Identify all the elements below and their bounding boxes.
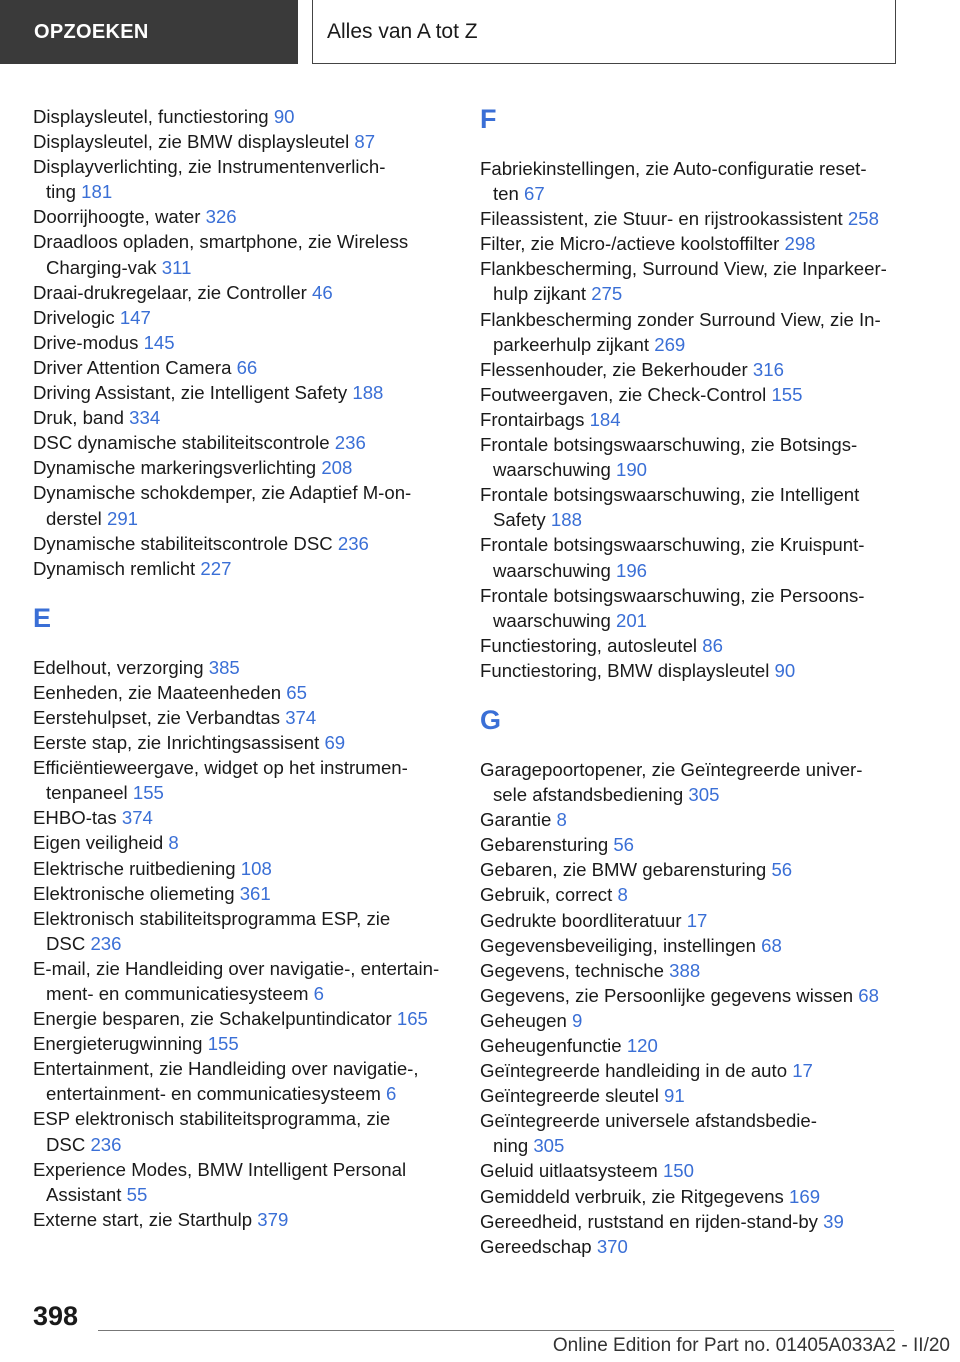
index-entry-text: Functiestoring, BMW displaysleutel <box>480 659 770 681</box>
index-entry-text: Elektrische ruitbediening <box>33 857 236 879</box>
page-reference-link[interactable]: 169 <box>789 1185 821 1207</box>
index-entry <box>33 556 453 581</box>
index-entry <box>33 455 453 480</box>
index-entry-text: Functiestoring, autosleutel <box>480 634 698 656</box>
index-entry-text: Garagepoortopener, zie Geïntegreerde univer- <box>480 758 863 780</box>
page-reference-link[interactable]: 188 <box>352 382 384 404</box>
page-reference-link[interactable]: 86 <box>702 634 723 656</box>
index-entry-text: Gebarensturing <box>480 834 609 856</box>
page-reference-link[interactable]: 150 <box>662 1160 694 1182</box>
index-entry <box>33 1157 453 1207</box>
index-entry-text: Gereedschap <box>480 1235 592 1257</box>
page-reference-link[interactable]: 236 <box>90 932 122 954</box>
index-group-d <box>33 104 453 581</box>
page-reference-link[interactable]: 66 <box>236 356 258 378</box>
index-entry-text: entertainment- en communicatiesysteem <box>46 1083 381 1105</box>
index-entry <box>480 231 920 256</box>
index-entry-text: Entertainment, zie Handleiding over navigatie-, <box>33 1058 419 1080</box>
index-entry-text: Eenheden, zie Maateenheden <box>33 681 282 703</box>
index-entry <box>480 807 920 832</box>
index-entry-text: Geïntegreerde sleutel <box>480 1085 659 1107</box>
index-entry <box>480 958 920 983</box>
index-entry-text: Efficiëntieweergave, widget op het instrumen- <box>33 757 408 779</box>
index-entry-text: hulp zijkant <box>493 283 587 305</box>
index-entry <box>33 730 453 755</box>
index-entry-text: Drivelogic <box>33 306 115 328</box>
index-column-left <box>33 104 453 1232</box>
index-entry <box>33 1207 453 1232</box>
index-entry-text: Energie besparen, zie Schakelpuntindicator <box>33 1008 392 1030</box>
index-entry <box>480 1008 920 1033</box>
section-tab[interactable]: OPZOEKEN <box>0 0 298 64</box>
index-entry <box>33 330 453 355</box>
index-entry-text: Dynamisch remlicht <box>33 557 196 579</box>
page-reference-link[interactable]: 227 <box>200 557 232 579</box>
page-reference-link[interactable]: 236 <box>334 432 366 454</box>
index-entry-text: Gegevens, technische <box>480 959 664 981</box>
page-reference-link[interactable]: 388 <box>669 959 701 981</box>
page-reference-link[interactable]: 46 <box>312 281 333 303</box>
index-entry <box>480 983 920 1008</box>
page-reference-link[interactable]: 188 <box>550 509 582 531</box>
index-entry-text: Eerste stap, zie Inrichtingsassisent <box>33 732 320 754</box>
index-column-right <box>480 104 920 1259</box>
index-entry-text: Displaysleutel, functiestoring <box>33 106 269 127</box>
index-entry <box>480 633 920 658</box>
index-entry-text: Flankbescherming, Surround View, zie Inparkeer- <box>480 258 887 280</box>
page-reference-link[interactable]: 67 <box>524 183 545 205</box>
index-entry <box>480 832 920 857</box>
index-entry-text: DSC <box>46 932 86 954</box>
page-reference-link[interactable]: 258 <box>847 208 879 230</box>
index-entry-text: Displaysleutel, zie BMW displaysleutel <box>33 131 350 153</box>
index-entry <box>480 156 920 206</box>
index-entry <box>33 856 453 881</box>
index-entry <box>33 204 453 229</box>
index-entry-text: Geheugen <box>480 1009 567 1031</box>
index-entry-text: Geheugenfunctie <box>480 1035 622 1056</box>
index-entry <box>33 956 453 1006</box>
index-entry-text: Driver Attention Camera <box>33 356 232 378</box>
index-entry <box>33 705 453 730</box>
index-entry-text: Drive-modus <box>33 331 139 353</box>
index-entry-text: parkeerhulp zijkant <box>493 333 650 355</box>
index-entry-text: ment- en communicatiesysteem <box>46 983 309 1004</box>
page-reference-link[interactable]: 190 <box>616 459 648 481</box>
index-entry <box>480 933 920 958</box>
index-entry <box>33 380 453 405</box>
page-reference-link[interactable]: 17 <box>686 909 708 931</box>
page-reference-link[interactable]: 236 <box>90 1133 122 1155</box>
index-entry <box>33 305 453 330</box>
page-reference-link[interactable]: 196 <box>616 559 648 581</box>
index-entry <box>33 1006 453 1031</box>
page-reference-link[interactable]: 269 <box>654 333 686 355</box>
page-reference-link[interactable]: 8 <box>556 809 567 831</box>
index-entry-text: Gegevensbeveiliging, instellingen <box>480 934 756 956</box>
index-entry <box>480 382 920 407</box>
index-entry-text: Filter, zie Micro-/actieve koolstoffilter <box>480 233 780 255</box>
index-entry-text: Elektronisch stabiliteitsprogramma ESP, zie <box>33 907 391 929</box>
index-entry-text: Externe start, zie Starthulp <box>33 1208 253 1230</box>
page-reference-link[interactable]: 87 <box>354 131 376 153</box>
index-entry-text: Flessenhouder, zie Bekerhouder <box>480 358 748 380</box>
page-reference-link[interactable]: 184 <box>589 408 621 430</box>
index-entry-text: Geluid uitlaatsysteem <box>480 1160 658 1182</box>
page-reference-link[interactable]: 56 <box>613 834 635 856</box>
index-entry-text: Fileassistent, zie Stuur- en rijstrookassistent <box>480 208 843 230</box>
page-reference-link[interactable]: 155 <box>207 1033 239 1055</box>
index-entry <box>33 129 453 154</box>
index-entry <box>33 906 453 956</box>
index-entry <box>480 1234 920 1259</box>
index-entry-text: Frontale botsingswaarschuwing, zie Botsings- <box>480 434 858 456</box>
index-entry <box>480 1108 920 1158</box>
index-entry-text: Eerstehulpset, zie Verbandtas <box>33 706 281 728</box>
index-entry <box>480 908 920 933</box>
page-reference-link[interactable]: 120 <box>626 1035 658 1056</box>
page-reference-link[interactable]: 305 <box>688 784 720 806</box>
index-entry-text: Fabriekinstellingen, zie Auto-configuratie reset- <box>480 158 867 179</box>
footer-divider <box>98 1330 894 1331</box>
page-reference-link[interactable]: 145 <box>143 331 175 353</box>
index-entry <box>480 857 920 882</box>
index-entry-text: Doorrijhoogte, water <box>33 206 201 228</box>
index-entry-text: Energieterugwinning <box>33 1033 203 1055</box>
index-entry <box>33 881 453 906</box>
index-entry-text: Charging-vak <box>46 256 157 278</box>
index-entry <box>480 1033 920 1058</box>
index-entry <box>480 658 920 683</box>
index-entry <box>33 755 453 805</box>
index-entry-text: Edelhout, verzorging <box>33 656 204 678</box>
page-number: 398 <box>33 1301 79 1331</box>
index-entry <box>33 655 453 680</box>
page-reference-link[interactable]: 39 <box>823 1210 844 1232</box>
index-entry-text: E-mail, zie Handleiding over navigatie-, entertain- <box>33 957 440 979</box>
index-entry-text: Dynamische markeringsverlichting <box>33 457 317 479</box>
page-reference-link[interactable]: 374 <box>121 807 153 829</box>
index-entry-text: Dynamische stabiliteitscontrole DSC <box>33 532 333 554</box>
index-entry-text: tenpaneel <box>46 782 128 804</box>
index-entry <box>33 229 453 279</box>
index-entry <box>33 680 453 705</box>
page-reference-link[interactable]: 90 <box>774 659 796 681</box>
index-entry-text: sele afstandsbediening <box>493 784 684 806</box>
index-letter-f: F <box>480 104 497 134</box>
page-reference-link[interactable]: 90 <box>273 106 295 127</box>
index-entry <box>480 532 920 582</box>
page-reference-link[interactable]: 334 <box>129 407 161 429</box>
index-entry-text: DSC dynamische stabiliteitscontrole <box>33 432 330 454</box>
page-reference-link[interactable]: 370 <box>596 1235 628 1257</box>
page-reference-link[interactable]: 361 <box>239 882 271 904</box>
index-entry-text: waarschuwing <box>493 559 611 581</box>
index-entry <box>480 307 920 357</box>
page-reference-link[interactable]: 165 <box>396 1008 428 1030</box>
index-entry-text: Druk, band <box>33 407 124 429</box>
index-entry <box>480 1158 920 1183</box>
index-entry <box>480 407 920 432</box>
page-header <box>0 0 960 66</box>
page-reference-link[interactable]: 305 <box>533 1135 565 1157</box>
index-entry <box>33 1106 453 1156</box>
index-entry <box>480 1209 920 1234</box>
index-entry-text: Frontale botsingswaarschuwing, zie Kruispunt- <box>480 534 865 556</box>
index-entry-text: Draadloos opladen, smartphone, zie Wireless <box>33 231 409 253</box>
page-reference-link[interactable]: 155 <box>132 782 164 804</box>
page-reference-link[interactable]: 9 <box>572 1009 583 1031</box>
index-entry <box>33 531 453 556</box>
index-entry <box>480 357 920 382</box>
index-entry-text: Driving Assistant, zie Intelligent Safety <box>33 382 348 404</box>
index-entry-text: Garantie <box>480 809 552 831</box>
index-entry-text: ESP elektronisch stabiliteitsprogramma, zie <box>33 1108 391 1130</box>
index-entry-text: waarschuwing <box>493 609 611 631</box>
index-entry-text: Geïntegreerde handleiding in de auto <box>480 1060 788 1082</box>
index-entry <box>480 1058 920 1083</box>
edition-note: Online Edition for Part no. 01405A033A2 - II/20 <box>552 1335 950 1356</box>
page-reference-link[interactable]: 236 <box>337 532 369 554</box>
page-reference-link[interactable]: 8 <box>168 832 179 854</box>
index-entry-text: Gegevens, zie Persoonlijke gegevens wissen <box>480 984 854 1006</box>
index-entry-text: Dynamische schokdemper, zie Adaptief M-on- <box>33 482 412 504</box>
page-reference-link[interactable]: 147 <box>119 306 151 328</box>
index-entry <box>480 256 920 306</box>
page-reference-link[interactable]: 379 <box>257 1208 289 1230</box>
page-reference-link[interactable]: 69 <box>324 732 346 754</box>
page-reference-link[interactable]: 68 <box>858 984 879 1006</box>
index-entry <box>33 1056 453 1106</box>
index-entry-text: Gereedheid, ruststand en rijden-stand-by <box>480 1210 818 1232</box>
page-reference-link[interactable]: 17 <box>792 1060 813 1082</box>
index-entry-text: Gebruik, correct <box>480 884 613 906</box>
index-entry <box>480 432 920 482</box>
index-entry <box>33 1031 453 1056</box>
index-entry-text: Displayverlichting, zie Instrumentenverlich- <box>33 156 386 178</box>
index-entry-text: Flankbescherming zonder Surround View, zie In- <box>480 308 881 330</box>
index-entry <box>480 206 920 231</box>
chapter-title: Alles van A tot Z <box>312 0 896 64</box>
page-reference-link[interactable]: 68 <box>761 934 782 956</box>
index-group-e <box>33 655 453 1232</box>
index-group-g <box>480 757 920 1259</box>
page-reference-link[interactable]: 316 <box>752 358 784 380</box>
index-letter-g: G <box>480 704 502 735</box>
index-entry-text: EHBO-tas <box>33 807 117 829</box>
index-entry-text: ten <box>493 183 519 205</box>
page-reference-link[interactable]: 311 <box>161 256 192 278</box>
page-reference-link[interactable]: 181 <box>81 181 113 203</box>
page-reference-link[interactable]: 275 <box>591 283 623 305</box>
index-entry-text: ning <box>493 1135 529 1157</box>
index-entry-text: Experience Modes, BMW Intelligent Personal <box>33 1158 407 1180</box>
index-group-f <box>480 156 920 683</box>
index-entry-text: Gebaren, zie BMW gebarensturing <box>480 859 767 881</box>
index-entry-text: Elektronische oliemeting <box>33 882 235 904</box>
page-reference-link[interactable]: 201 <box>616 609 648 631</box>
index-entry <box>480 882 920 907</box>
index-entry <box>480 1083 920 1108</box>
page-reference-link[interactable]: 108 <box>240 857 272 879</box>
index-entry-text: Eigen veiligheid <box>33 832 164 854</box>
index-entry-text: Gemiddeld verbruik, zie Ritgegevens <box>480 1185 784 1207</box>
index-entry-text: waarschuwing <box>493 459 611 481</box>
index-entry-text: Geïntegreerde universele afstandsbedie- <box>480 1110 817 1132</box>
index-entry-text: Frontale botsingswaarschuwing, zie Persoons- <box>480 584 865 606</box>
index-entry-text: DSC <box>46 1133 86 1155</box>
page-reference-link[interactable]: 56 <box>771 859 793 881</box>
index-entry-text: Frontale botsingswaarschuwing, zie Intelligent <box>480 484 860 506</box>
index-entry-text: Gedrukte boordliteratuur <box>480 909 682 931</box>
index-entry <box>480 757 920 807</box>
index-entry <box>33 104 453 129</box>
index-entry-text: Foutweergaven, zie Check-Control <box>480 383 767 405</box>
index-entry <box>33 430 453 455</box>
index-entry <box>480 583 920 633</box>
index-entry-text: Draai-drukregelaar, zie Controller <box>33 281 307 303</box>
index-entry <box>33 830 453 855</box>
page-reference-link[interactable]: 155 <box>771 383 803 405</box>
index-entry <box>480 1184 920 1209</box>
index-entry <box>33 280 453 305</box>
page-reference-link[interactable]: 6 <box>313 983 324 1004</box>
page-reference-link[interactable]: 298 <box>784 233 816 255</box>
page-reference-link[interactable]: 8 <box>617 884 628 906</box>
page-reference-link[interactable]: 91 <box>664 1085 685 1107</box>
index-entry-text: ting <box>46 181 76 203</box>
page-reference-link[interactable]: 385 <box>208 656 240 678</box>
index-entry-text: Frontairbags <box>480 408 585 430</box>
index-letter-e: E <box>33 602 52 633</box>
index-entry <box>33 405 453 430</box>
page-reference-link[interactable]: 55 <box>126 1183 148 1205</box>
index-entry-text: Safety <box>493 509 546 531</box>
index-entry <box>480 482 920 532</box>
page-reference-link[interactable]: 65 <box>286 681 307 703</box>
page-reference-link[interactable]: 6 <box>386 1083 397 1105</box>
index-entry <box>33 154 453 204</box>
page-reference-link[interactable]: 291 <box>106 507 139 529</box>
page-reference-link[interactable]: 374 <box>285 706 317 728</box>
index-entry <box>33 805 453 830</box>
index-entry <box>33 355 453 380</box>
page-reference-link[interactable]: 326 <box>205 206 237 228</box>
index-entry <box>33 480 453 530</box>
index-entry-text: derstel <box>46 507 102 529</box>
index-entry-text: Assistant <box>46 1183 122 1205</box>
page-reference-link[interactable]: 208 <box>321 457 353 479</box>
